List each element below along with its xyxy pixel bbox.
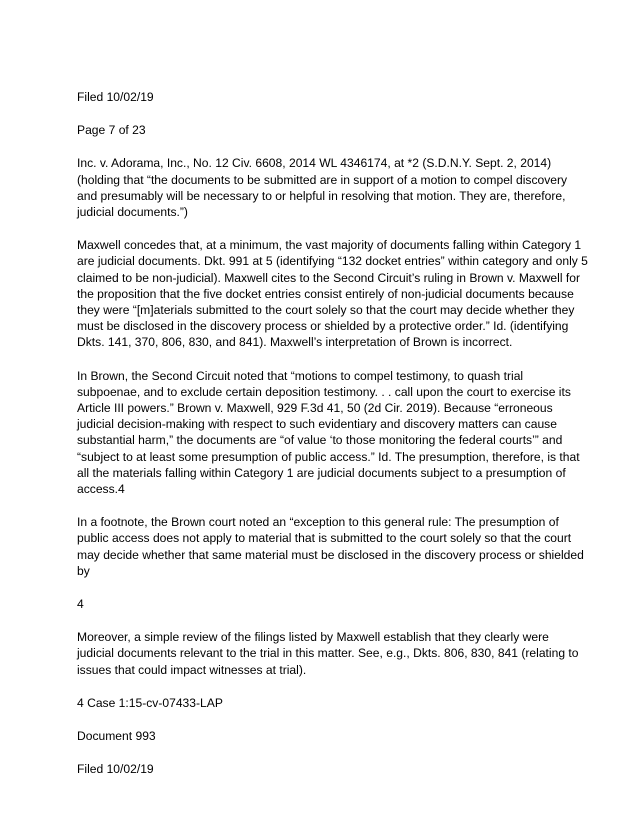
footnote-text: Moreover, a simple review of the filings listed by Maxwell establish that they clearly were judicial documents relevant to the trial in this matter. See, e.g., Dkts. 806, 830, 841 (relating to issues that could impact witnesses at trial). — [77, 630, 579, 677]
header-filed-date: Filed 10/02/19 — [77, 90, 154, 104]
footnote-number: 4 — [77, 597, 84, 612]
footer-document-number: Document 993 — [77, 729, 156, 744]
paragraph-citation-continuation: Inc. v. Adorama, Inc., No. 12 Civ. 6608, 2014 WL 4346174, at *2 (S.D.N.Y. Sept. 2, 2014) (holding that “the documents to be submitted are in support of a motion to compel discovery and presumably will be necessary to or helpful in resolving that motion. They are, therefore, judicial documents.”) — [77, 156, 568, 220]
paragraph-maxwell-concedes: Maxwell concedes that, at a minimum, the vast majority of documents falling within Category 1 are judicial documents. Dkt. 991 at 5 (identifying “132 docket entries” within category and only 5 claimed to be non-judicial). Maxwell cites to the Second Circuit’s ruling in Brown v. Maxwell for the proposition that the five docket entries consist entirely of non-judicial documents because they were “[m]aterials submitted to the court solely so that the court may decide whether they must be disclosed in the discovery process or shielded by a protective order.” Id. (identifying Dkts. 141, 370, 806, 830, and 841). Maxwell’s interpretation of Brown is incorrect. — [77, 238, 588, 350]
paragraph-second-circuit: In Brown, the Second Circuit noted that “motions to compel testimony, to quash trial subpoenae, and to exclude certain deposition testimony. . . call upon the court to exercise its Article III powers.” Brown v. Maxwell, 929 F.3d 41, 50 (2d Cir. 2019). Because “erroneous judicial decision-making with respect to such evidentiary and discovery matters can cause substantial harm,” the documents are “of value ‘to those monitoring the federal courts’” and “subject to at least some presumption of public access.” Id. The presumption, therefore, is that all the materials falling within Category 1 are judicial documents subject to a presumption of access.4 — [77, 368, 580, 497]
footer-case-number: 4 Case 1:15-cv-07433-LAP — [77, 695, 223, 710]
header-page-number: Page 7 of 23 — [77, 123, 146, 138]
footer-filed-date: Filed 10/02/19 — [77, 762, 154, 777]
paragraph-footnote-exception: In a footnote, the Brown court noted an “exception to this general rule: The presumption of public access does not apply to material that is submitted to the court solely so that the court may decide whether that same material must be disclosed in the discovery process or shielded by — [77, 515, 584, 578]
